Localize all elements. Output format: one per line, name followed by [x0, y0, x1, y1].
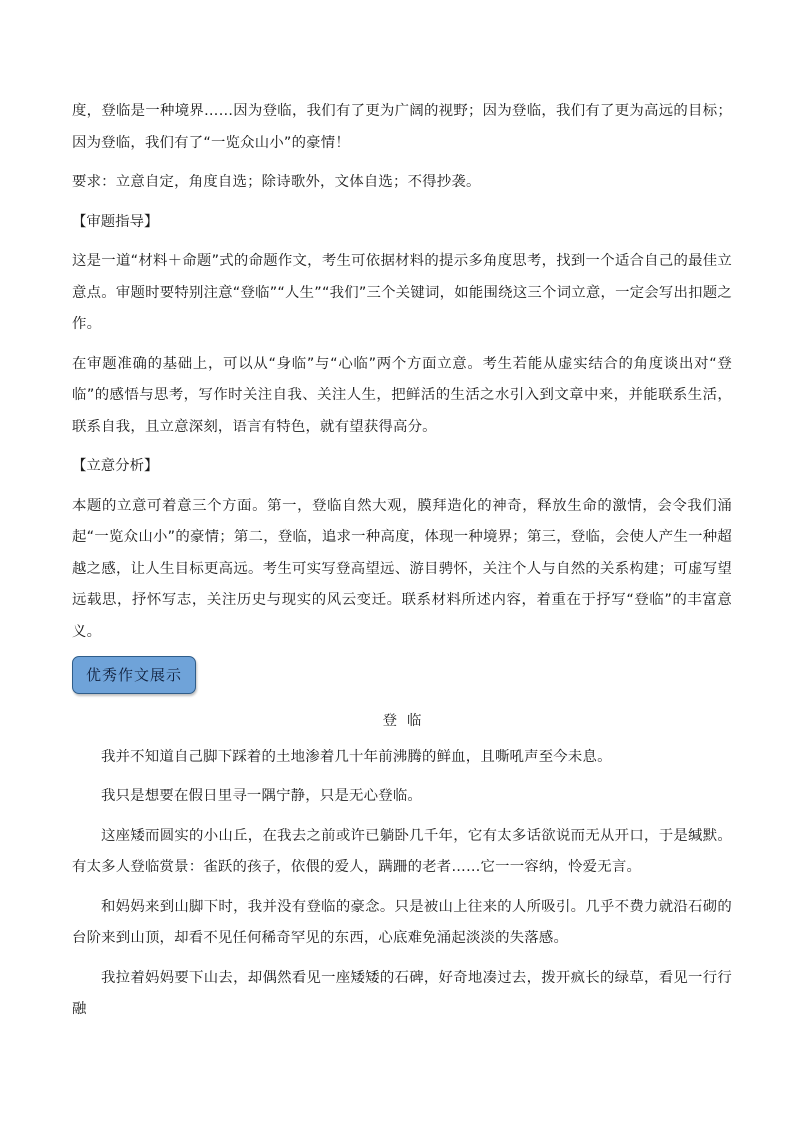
guide-paragraph-1: 这是一道“材料＋命题”式的命题作文，考生可依据材料的提示多角度思考，找到一个适合自己的最佳立意点。审题时要特别注意“登临”“人生”“我们”三个关键词，如能围绕这三个词立意，一定会写出扣题之作。	[72, 253, 732, 332]
showcase-banner: 优秀作文展示	[72, 656, 196, 694]
essay-paragraph-1: 我并不知道自己脚下踩着的土地渗着几十年前沸腾的鲜血，且嘶吼声至今未息。	[101, 748, 612, 765]
essay-paragraph-2: 我只是想要在假日里寻一隅宁静，只是无心登临。	[101, 788, 422, 804]
guide-paragraph-2: 在审题准确的基础上，可以从“身临”与“心临”两个方面立意。考生若能从虚实结合的角度谈出对“登临”的感悟与思考，写作时关注自我、关注人生，把鲜活的生活之水引入到文章中来，并能联系生活，联系自我，且立意深刻，语言有特色，就有望获得高分。	[72, 355, 732, 435]
analysis-heading: 【立意分析】	[72, 458, 159, 474]
document-body	[72, 96, 732, 1034]
essay-title: 登临	[382, 713, 432, 729]
guide-heading: 【审题指导】	[72, 213, 159, 230]
essay-paragraph-5: 我拉着妈妈要下山去，却偶然看见一座矮矮的石碑，好奇地凑过去，拨开疯长的绿草，看见一行行融	[72, 969, 732, 1017]
essay-paragraph-4: 和妈妈来到山脚下时，我并没有登临的豪念。只是被山上往来的人所吸引。几乎不费力就沿石砌的台阶来到山顶，却看不见任何稀奇罕见的东西，心底难免涌起淡淡的失落感。	[72, 898, 732, 946]
essay-paragraph-3: 这座矮而圆实的小山丘，在我去之前或许已躺卧几千年，它有太多话欲说而无从开口，于是缄默。有太多人登临赏景：雀跃的孩子，依偎的爱人，蹒跚的老者……它一一容纳，怜爱无言。	[72, 827, 732, 875]
analysis-paragraph: 本题的立意可着意三个方面。第一，登临自然大观，膜拜造化的神奇，释放生命的激情，会令我们涌起“一览众山小”的豪情；第二，登临，追求一种高度，体现一种境界；第三，登临，会使人产生一种超越之感，让人生目标更高远。考生可实写登高望远、游目骋怀，关注个人与自然的关系构建；可虚写望远载思，抒怀写志，关注历史与现实的风云变迁。联系材料所述内容，着重在于抒写“登临”的丰富意义。	[72, 497, 732, 640]
showcase-banner-wrap	[72, 656, 732, 696]
requirement-paragraph: 要求：立意自定，角度自选；除诗歌外，文体自选；不得抄袭。	[72, 174, 481, 190]
intro-paragraph: 度，登临是一种境界……因为登临，我们有了更为广阔的视野；因为登临，我们有了更为高远的目标；因为登临，我们有了“一览众山小”的豪情！	[72, 103, 732, 151]
